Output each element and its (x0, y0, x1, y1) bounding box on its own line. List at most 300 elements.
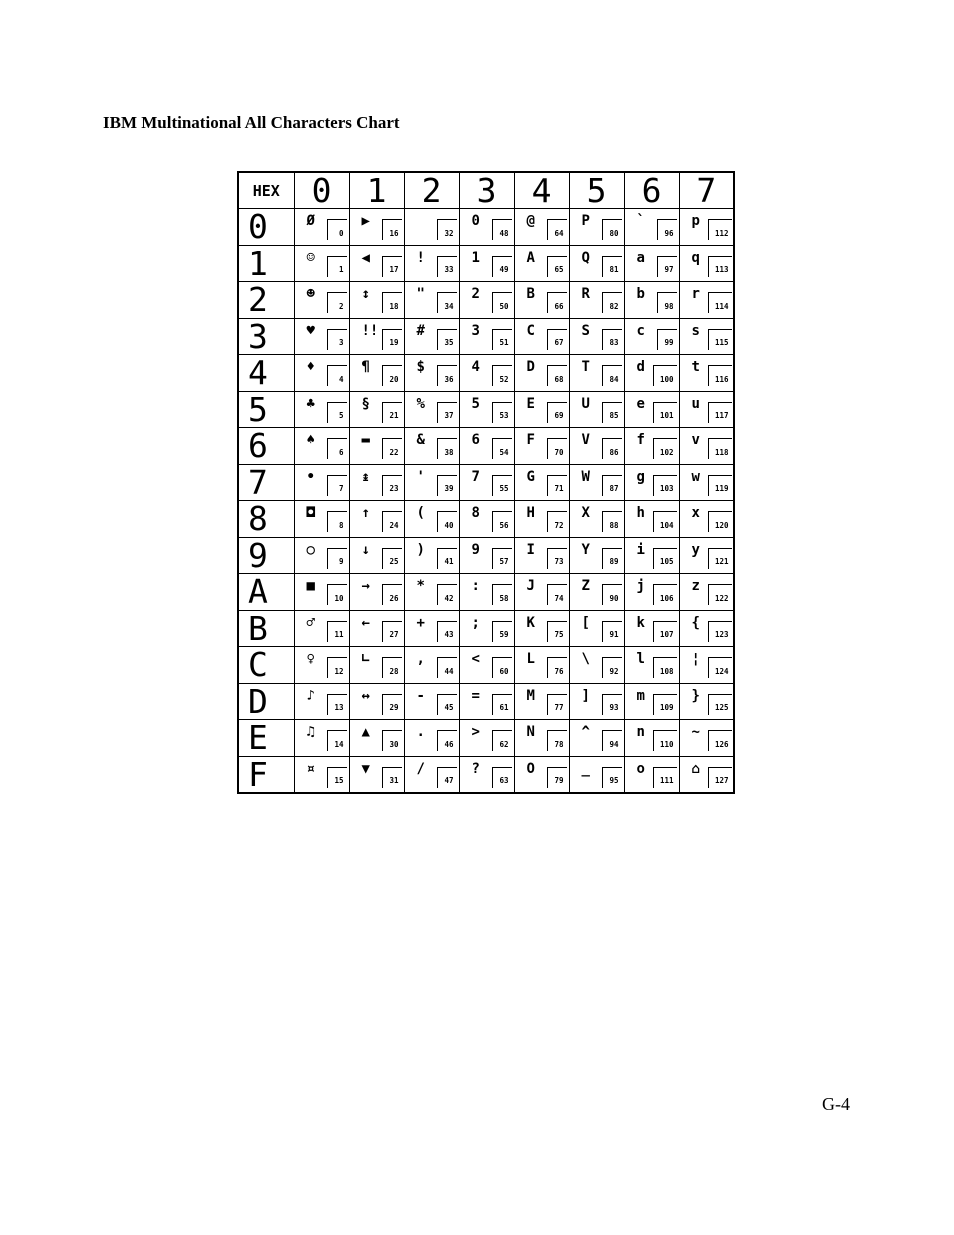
char-cell (404, 720, 459, 757)
char-glyph: ◘ (306, 505, 315, 521)
row-header: 6 (238, 428, 294, 465)
char-glyph: ♠ (306, 432, 315, 448)
decimal-code: 94 (609, 739, 619, 749)
decimal-code-box (653, 694, 677, 715)
decimal-code-box (382, 584, 402, 605)
char-glyph: 3 (471, 322, 480, 339)
decimal-code-box (653, 767, 677, 788)
decimal-code: 27 (389, 630, 399, 639)
char-cell (349, 647, 404, 684)
char-cell (349, 209, 404, 246)
decimal-code: 124 (714, 666, 729, 676)
decimal-code-box (547, 256, 567, 277)
row-header: C (238, 647, 294, 684)
char-cell (294, 245, 349, 282)
decimal-code-box (327, 438, 347, 459)
char-cell (679, 610, 734, 647)
row-header: D (238, 683, 294, 720)
decimal-code: 59 (499, 630, 509, 639)
char-cell (624, 428, 679, 465)
decimal-code-box (602, 256, 622, 277)
char-cell (624, 355, 679, 392)
decimal-code: 125 (714, 703, 729, 712)
decimal-code-box (382, 475, 402, 496)
char-glyph: ♥ (306, 322, 315, 339)
decimal-code: 74 (554, 593, 564, 603)
column-header: 5 (569, 172, 624, 209)
char-glyph: ↨ (361, 468, 370, 485)
decimal-code-box (437, 621, 457, 642)
row-header: F (238, 756, 294, 793)
row-header: 0 (238, 209, 294, 246)
char-glyph: q (691, 249, 700, 266)
character-chart-table (237, 171, 735, 794)
decimal-code-box (327, 657, 347, 678)
char-cell (459, 720, 514, 757)
char-glyph: ♣ (306, 395, 315, 412)
char-cell (679, 282, 734, 319)
char-cell (514, 318, 569, 355)
char-cell (569, 647, 624, 684)
decimal-code-box (547, 730, 567, 751)
char-cell (404, 245, 459, 282)
char-glyph: D (526, 359, 535, 375)
char-glyph: G (526, 468, 535, 485)
char-cell (569, 282, 624, 319)
decimal-code: 92 (609, 666, 619, 676)
char-cell (294, 537, 349, 574)
char-glyph: U (581, 395, 590, 412)
chart-row (238, 501, 734, 538)
char-cell (294, 683, 349, 720)
decimal-code: 105 (659, 557, 674, 566)
char-cell (679, 647, 734, 684)
char-cell (459, 282, 514, 319)
decimal-code-box (437, 329, 457, 350)
char-cell (459, 537, 514, 574)
char-glyph: f (636, 432, 645, 448)
decimal-code-box (492, 256, 512, 277)
char-cell (404, 756, 459, 793)
char-glyph: ♫ (306, 724, 315, 740)
char-glyph: Ø (306, 213, 315, 229)
decimal-code: 39 (444, 484, 454, 493)
decimal-code-box (602, 475, 622, 496)
char-glyph: ↔ (361, 687, 370, 704)
char-cell (404, 501, 459, 538)
decimal-code: 21 (389, 411, 399, 420)
decimal-code-box (492, 730, 512, 751)
decimal-code: 8 (338, 520, 344, 530)
char-glyph: k (636, 614, 645, 631)
decimal-code-box (382, 219, 402, 240)
char-glyph: § (361, 395, 370, 412)
row-header: 8 (238, 501, 294, 538)
char-glyph: 7 (471, 468, 480, 485)
decimal-code-box (327, 292, 347, 313)
char-glyph: e (636, 395, 645, 412)
decimal-code: 19 (389, 338, 399, 347)
decimal-code-box (657, 329, 677, 350)
char-glyph: R (581, 286, 590, 302)
char-cell (569, 464, 624, 501)
decimal-code-box (327, 256, 347, 277)
decimal-code: 97 (664, 265, 674, 274)
decimal-code: 14 (334, 739, 344, 749)
chart-row (238, 647, 734, 684)
char-cell (349, 428, 404, 465)
char-glyph: ' (416, 468, 425, 485)
char-cell (349, 355, 404, 392)
decimal-code-box (653, 548, 677, 569)
decimal-code: 68 (554, 374, 564, 384)
decimal-code: 41 (444, 557, 454, 566)
char-glyph: ↕ (361, 286, 370, 302)
char-glyph: ▶ (361, 213, 370, 229)
decimal-code: 34 (444, 301, 454, 311)
char-cell (569, 574, 624, 611)
char-cell (459, 647, 514, 684)
char-cell (294, 355, 349, 392)
decimal-code-box (327, 329, 347, 350)
decimal-code: 86 (609, 447, 619, 457)
char-glyph: ← (361, 614, 370, 631)
decimal-code: 28 (389, 666, 399, 676)
char-cell (349, 574, 404, 611)
row-header: 5 (238, 391, 294, 428)
char-cell (569, 245, 624, 282)
decimal-code: 60 (499, 666, 509, 676)
decimal-code: 118 (714, 447, 729, 457)
char-cell (294, 428, 349, 465)
decimal-code: 29 (389, 703, 399, 712)
column-header: 6 (624, 172, 679, 209)
char-cell (514, 647, 569, 684)
char-glyph: K (526, 614, 535, 631)
row-header: 9 (238, 537, 294, 574)
decimal-code: 90 (609, 593, 619, 603)
decimal-code: 3 (338, 338, 344, 347)
decimal-code-box (547, 219, 567, 240)
decimal-code-box (327, 694, 347, 715)
decimal-code: 81 (609, 265, 619, 274)
decimal-code: 66 (554, 301, 564, 311)
char-cell (624, 756, 679, 793)
decimal-code: 56 (499, 520, 509, 530)
char-cell (514, 501, 569, 538)
decimal-code: 43 (444, 630, 454, 639)
decimal-code-box (492, 621, 512, 642)
char-cell (294, 391, 349, 428)
decimal-code: 110 (659, 739, 674, 749)
decimal-code: 44 (444, 666, 454, 676)
decimal-code: 85 (609, 411, 619, 420)
decimal-code-box (437, 256, 457, 277)
decimal-code: 107 (659, 630, 674, 639)
char-glyph: A (526, 249, 535, 266)
char-glyph: ☺ (306, 249, 315, 266)
decimal-code-box (492, 329, 512, 350)
decimal-code-box (492, 657, 512, 678)
char-cell (459, 610, 514, 647)
decimal-code: 61 (499, 703, 509, 712)
column-header: 4 (514, 172, 569, 209)
decimal-code: 122 (714, 593, 729, 603)
char-cell (404, 574, 459, 611)
char-cell (624, 574, 679, 611)
decimal-code-box (437, 548, 457, 569)
decimal-code-box (653, 365, 677, 386)
decimal-code-box (602, 584, 622, 605)
char-cell (349, 318, 404, 355)
chart-row (238, 282, 734, 319)
decimal-code-box (602, 511, 622, 532)
decimal-code-box (437, 584, 457, 605)
decimal-code: 121 (714, 557, 729, 566)
decimal-code-box (708, 219, 732, 240)
char-glyph: J (526, 578, 535, 594)
char-cell (624, 610, 679, 647)
char-cell (404, 355, 459, 392)
decimal-code: 23 (389, 484, 399, 493)
char-glyph: Z (581, 578, 590, 594)
decimal-code: 45 (444, 703, 454, 712)
decimal-code-box (492, 584, 512, 605)
chart-row (238, 428, 734, 465)
decimal-code-box (653, 402, 677, 423)
decimal-code: 95 (609, 776, 619, 785)
decimal-code-box (708, 694, 732, 715)
decimal-code: 32 (444, 228, 454, 238)
decimal-code: 91 (609, 630, 619, 639)
decimal-code-box (492, 292, 512, 313)
char-cell (514, 391, 569, 428)
char-cell (459, 391, 514, 428)
char-cell (404, 537, 459, 574)
char-cell (569, 683, 624, 720)
char-glyph: b (636, 286, 645, 302)
decimal-code-box (653, 438, 677, 459)
char-glyph: ( (416, 505, 425, 521)
char-cell (294, 610, 349, 647)
chart-row (238, 574, 734, 611)
row-header: 2 (238, 282, 294, 319)
char-glyph: Y (581, 541, 590, 558)
char-glyph: ) (416, 541, 425, 558)
chart-row (238, 355, 734, 392)
char-cell (679, 464, 734, 501)
char-glyph: ♀ (306, 651, 315, 667)
decimal-code-box (708, 292, 732, 313)
decimal-code: 89 (609, 557, 619, 566)
decimal-code: 87 (609, 484, 619, 493)
decimal-code: 73 (554, 557, 564, 566)
decimal-code: 9 (338, 557, 344, 566)
decimal-code: 101 (659, 411, 674, 420)
char-glyph: N (526, 724, 535, 740)
row-header: B (238, 610, 294, 647)
char-cell (569, 610, 624, 647)
decimal-code-box (547, 694, 567, 715)
char-glyph: v (691, 432, 700, 448)
char-cell (294, 756, 349, 793)
decimal-code: 25 (389, 557, 399, 566)
decimal-code-box (492, 438, 512, 459)
char-glyph: ∟ (361, 651, 370, 667)
char-glyph: S (581, 322, 590, 339)
char-cell (404, 647, 459, 684)
char-glyph: • (306, 468, 315, 485)
char-cell (349, 245, 404, 282)
char-cell (294, 501, 349, 538)
decimal-code-box (492, 767, 512, 788)
chart-row (238, 683, 734, 720)
decimal-code: 99 (664, 338, 674, 347)
decimal-code-box (382, 402, 402, 423)
decimal-code: 78 (554, 739, 564, 749)
decimal-code-box (708, 329, 732, 350)
decimal-code: 40 (444, 520, 454, 530)
decimal-code-box (602, 438, 622, 459)
char-cell (679, 574, 734, 611)
char-glyph: 1 (471, 249, 480, 266)
decimal-code-box (708, 548, 732, 569)
decimal-code-box (437, 767, 457, 788)
char-glyph: ⌂ (691, 760, 700, 777)
char-glyph: ◀ (361, 249, 370, 266)
chart-row (238, 391, 734, 428)
char-glyph: ` (636, 213, 645, 229)
char-cell (679, 245, 734, 282)
decimal-code-box (708, 730, 732, 751)
decimal-code-box (708, 584, 732, 605)
decimal-code-box (602, 730, 622, 751)
decimal-code: 63 (499, 776, 509, 785)
char-glyph: !! (361, 322, 379, 339)
decimal-code-box (327, 584, 347, 605)
decimal-code: 24 (389, 520, 399, 530)
decimal-code: 30 (389, 739, 399, 749)
decimal-code-box (547, 438, 567, 459)
decimal-code: 22 (389, 447, 399, 457)
char-cell (679, 720, 734, 757)
decimal-code: 10 (334, 593, 344, 603)
decimal-code: 37 (444, 411, 454, 420)
chart-row (238, 318, 734, 355)
char-glyph: ] (581, 687, 590, 704)
decimal-code-box (382, 621, 402, 642)
char-glyph: ↑ (361, 505, 370, 521)
char-cell (459, 574, 514, 611)
decimal-code: 48 (499, 228, 509, 238)
decimal-code-box (492, 475, 512, 496)
char-cell (624, 318, 679, 355)
decimal-code: 7 (338, 484, 344, 493)
char-glyph: j (636, 578, 645, 594)
char-glyph: L (526, 651, 535, 667)
char-glyph: < (471, 651, 480, 667)
decimal-code: 62 (499, 739, 509, 749)
decimal-code-box (382, 256, 402, 277)
char-cell (514, 683, 569, 720)
char-glyph: F (526, 432, 535, 448)
decimal-code: 15 (334, 776, 344, 785)
decimal-code: 17 (389, 265, 399, 274)
decimal-code-box (653, 475, 677, 496)
decimal-code: 115 (714, 338, 729, 347)
char-glyph: p (691, 213, 700, 229)
decimal-code-box (382, 329, 402, 350)
char-glyph: T (581, 359, 590, 375)
char-glyph: ♦ (306, 359, 315, 375)
char-glyph: t (691, 359, 700, 375)
char-cell (459, 428, 514, 465)
char-glyph: c (636, 322, 645, 339)
char-cell (514, 245, 569, 282)
row-header: 7 (238, 464, 294, 501)
row-header: A (238, 574, 294, 611)
decimal-code: 65 (554, 265, 564, 274)
decimal-code-box (547, 548, 567, 569)
char-cell (514, 537, 569, 574)
decimal-code-box (382, 657, 402, 678)
char-cell (349, 282, 404, 319)
decimal-code-box (653, 584, 677, 605)
decimal-code: 103 (659, 484, 674, 493)
char-cell (514, 464, 569, 501)
char-cell (624, 245, 679, 282)
decimal-code-box (327, 621, 347, 642)
char-glyph: V (581, 432, 590, 448)
char-glyph: ▼ (361, 760, 370, 777)
char-glyph: * (416, 578, 425, 594)
decimal-code-box (602, 292, 622, 313)
decimal-code: 54 (499, 447, 509, 457)
decimal-code-box (708, 438, 732, 459)
hex-corner-label: HEX (238, 172, 294, 209)
chart-row (238, 209, 734, 246)
decimal-code: 11 (334, 630, 344, 639)
decimal-code-box (547, 584, 567, 605)
decimal-code: 13 (334, 703, 344, 712)
char-cell (679, 428, 734, 465)
decimal-code: 82 (609, 301, 619, 311)
char-glyph: [ (581, 614, 590, 631)
chart-header-row (238, 172, 734, 209)
row-header: 3 (238, 318, 294, 355)
char-glyph: ¤ (306, 760, 315, 777)
char-cell (624, 720, 679, 757)
char-cell (514, 428, 569, 465)
decimal-code-box (492, 402, 512, 423)
char-cell (349, 756, 404, 793)
char-glyph: . (416, 724, 425, 740)
char-glyph: ¦ (691, 651, 700, 667)
decimal-code: 84 (609, 374, 619, 384)
char-cell (349, 391, 404, 428)
decimal-code-box (492, 219, 512, 240)
char-glyph: ♪ (306, 687, 315, 704)
char-cell (404, 391, 459, 428)
char-cell (459, 318, 514, 355)
decimal-code-box (437, 438, 457, 459)
char-cell (679, 355, 734, 392)
decimal-code-box (708, 767, 732, 788)
decimal-code: 4 (338, 374, 344, 384)
decimal-code: 120 (714, 520, 729, 530)
chart-row (238, 537, 734, 574)
char-cell (514, 574, 569, 611)
